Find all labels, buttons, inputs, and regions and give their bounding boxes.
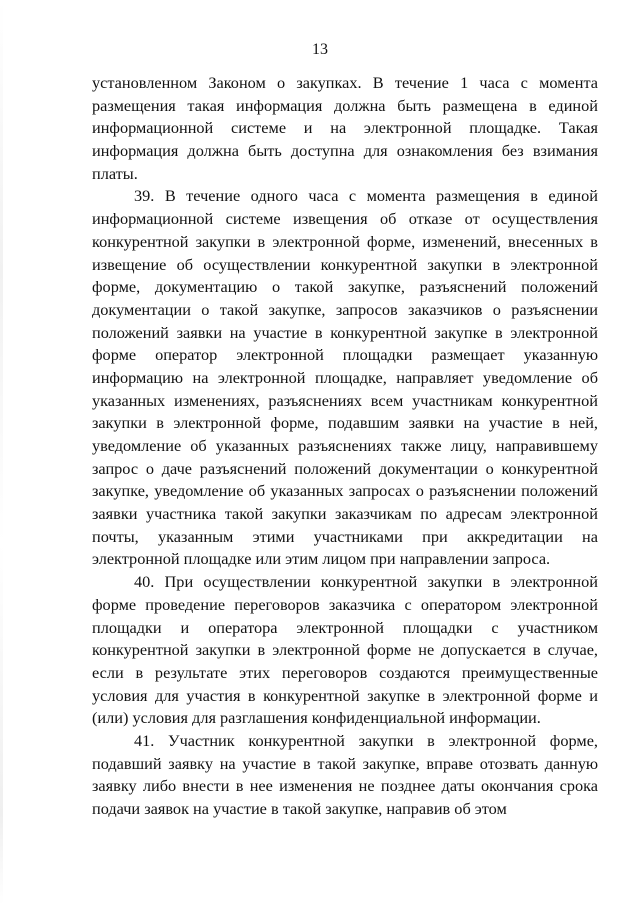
text-line: конкурентной закупки в электронной форме, изменений, внесенных в — [92, 231, 598, 251]
page-number: 13 — [312, 41, 328, 58]
text-line: запрос о даче разъяснений положений документации о конкурентной — [92, 458, 598, 478]
text-line: установленном Законом о закупках. В течение 1 часа с момента — [92, 73, 598, 92]
text-line: подачи заявок на участие в такой закупке, направив об этом — [92, 799, 507, 818]
text-line: извещение об осуществлении конкурентной закупки в электронной — [92, 254, 598, 274]
text-line: площадки и оператора электронной площадки с участником — [92, 617, 598, 637]
text-line: почты, указанным этими участниками при аккредитации на — [92, 526, 598, 546]
text-line: электронной площадке или этим лицом при направлении запроса. — [92, 549, 551, 569]
text-line: условия для участия в конкурентной закупке в электронной форме и — [92, 685, 598, 705]
document-body — [92, 72, 598, 821]
text-line: информационной системе извещения об отказе от осуществления — [92, 209, 598, 229]
text-line: 40. При осуществлении конкурентной закупки в электронной — [134, 572, 598, 592]
paragraph-p40 — [92, 571, 598, 730]
text-line: форме проведение переговоров заказчика с оператором электронной — [92, 594, 598, 614]
text-line: заявку либо внести в нее изменения не позднее даты окончания срока — [92, 776, 598, 796]
text-line: информацию на электронной площадке, направляет уведомление об — [92, 367, 598, 387]
text-line: 39. В течение одного часа с момента размещения в единой — [134, 186, 598, 206]
paragraph-p39 — [92, 185, 598, 571]
paragraph-p41 — [92, 730, 598, 821]
paragraph-cont — [92, 72, 598, 185]
text-line: если в результате этих переговоров создаются преимущественные — [92, 662, 598, 682]
text-line: указанных изменениях, разъяснениях всем участникам конкурентной — [92, 390, 598, 410]
text-line: платы. — [92, 163, 138, 183]
text-line: подавший заявку на участие в такой закупке, вправе отозвать данную — [92, 753, 598, 773]
text-line: информация должна быть доступна для ознакомления без взимания — [92, 141, 598, 161]
text-line: форме, документацию о такой закупке, разъяснений положений — [92, 277, 598, 297]
text-line: (или) условия для разглашения конфиденциальной информации. — [92, 708, 541, 728]
text-line: форме оператор электронной площадки размещает указанную — [92, 345, 598, 365]
text-line: информационной системе и на электронной площадке. Такая — [92, 118, 598, 138]
scan-edge — [0, 0, 3, 905]
text-line: 41. Участник конкурентной закупки в электронной форме, — [134, 730, 598, 750]
text-line: уведомление об указанных разъяснениях также лицу, направившему — [92, 436, 598, 455]
text-line: конкурентной закупки в электронной форме не допускается в случае, — [92, 640, 598, 660]
text-line: документации о такой закупке, запросов заказчиков о разъяснении — [92, 299, 598, 319]
text-line: закупки в электронной форме, подавшим заявки на участие в ней, — [92, 413, 598, 433]
text-line: размещения такая информация должна быть размещена в единой — [92, 95, 598, 115]
text-line: положений заявки на участие в конкурентной закупке в электронной — [92, 322, 598, 342]
text-line: заявки участника такой закупки заказчикам по адресам электронной — [92, 504, 598, 524]
text-line: закупке, уведомление об указанных запросах о разъяснении положений — [92, 481, 598, 501]
